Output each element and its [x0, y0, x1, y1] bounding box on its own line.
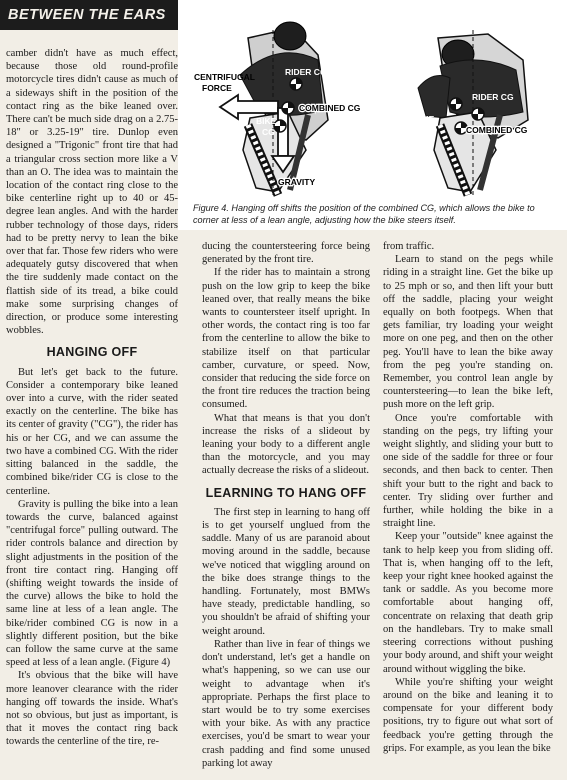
label-force: FORCE — [202, 83, 232, 93]
label-combined-cg-left: COMBINED CG — [299, 103, 361, 113]
motorcycle-illustration — [178, 0, 567, 200]
section-heading-learning-to-hang-off: LEARNING TO HANG OFF — [205, 485, 367, 500]
label-bike-right: BIKE — [414, 114, 435, 124]
paragraph: The first step in learning to hang off is to get yourself unglued from the saddle. Many of us are paranoid about moving around in the saddle, because we've noticed that wiggling around on the bike does strange things to the handling. Fortunately, most BMWs have steady, predictable handling, so you shouldn't be afraid of shifting your weight around. — [202, 506, 370, 637]
label-combined-cg-right: COMBINED CG — [466, 125, 528, 135]
paragraph: But let's get back to the future. Consider a contemporary bike leaned over into a curve, with the rider seated exactly on the centerline. The bike has its center of gravity ("CG"), the rider has his or her CG, and we can assume the two have a combined CG. With the rider sitting balanced in the saddle, the combined bike/rider CG is close to the centerline. — [6, 366, 178, 497]
section-banner — [0, 0, 178, 30]
section-heading-hanging-off: HANGING OFF — [46, 345, 138, 360]
paragraph: While you're shifting your weight around on the bike and leaning it to compensate for your different body positions, try to figure out what sort of feedback you're getting through the grips. For example, as you lean the bike — [383, 676, 553, 754]
paragraph: Gravity is pulling the bike into a lean towards the curve, balanced against "centrifugal force" pulling outward. The rider controls balance and direction by slight adjustments in the position of the front tire contact ring. Hanging off (shifting weight towards the inside of the curve) allows the bike to hold the same line at less of a lean angle. The bike/rider combined CG is now in a slightly different position, but the bike can follow the same curve at the same speed at less of a lean angle. (Figure 4) — [6, 498, 178, 669]
label-rider-cg-right: RIDER CG — [472, 92, 514, 102]
label-bike-left: BIKE — [256, 116, 277, 126]
paragraph: Rather than live in fear of things we don't understand, let's get a handle on what's happening, so we can use our weight to advantage when it's appropriate. Perhaps the first place to start would be to try some exercises with your bike. As with any practice exercises, you'd be smart to wear your crash padding and find some unused parking lot away — [202, 638, 370, 769]
section-title: BETWEEN THE EARS — [8, 7, 166, 23]
paragraph: from traffic. — [383, 241, 435, 252]
paragraph: It's obvious that the bike will have more leanover clearance with the rider hanging off towards the inside. What's not so obvious, but just as important, is that it moves the contact ring back towards the centerline of the tire, re- — [6, 670, 178, 748]
label-rider-cg-left: RIDER CG — [285, 67, 327, 77]
article-column-2 — [202, 240, 370, 770]
paragraph: If the rider has to maintain a strong push on the low grip to keep the bike leaned over, that really means the bike wants to countersteer itself upright. In other words, the contact ring is too far from the centerline to allow the bike to stabilize itself on that particular camber, curvature, or speed. Now, consider that reducing the side force on the front tire reduces the traction being consumed. — [202, 267, 370, 411]
article-column-1 — [6, 47, 178, 749]
paragraph: Learn to stand on the pegs while riding in a straight line. Get the bike up to 25 mph or so, and then lift your butt off the saddle, placing your weight equally on both footpegs. When that gets familiar, try loading your weight more on one peg, and then on the other peg. You'll have to lean the bike away from the peg you're standing on. Remember, you control lean angle by countersteering—to lean the bike left, push more on the left grip. — [383, 254, 553, 411]
combined-cg-marker-left — [282, 102, 294, 114]
paragraph: camber didn't have as much effect, because those old round-profile motorcycle tires didn't cause as much of a sideways shift in the position of the contact ring as the bike leaned over. There can't be much side drag on a 2.75-18" or 3.25-19" tire. Dunlop even designed a "Trigonic" front tire that had a triangular cross section more like a V than an O. The idea was to maintain the location of the contact ring close to the bike centerline right up to 40 or 45-degree lean angles. And with the harder rubber technology of those days, riders had to be pretty nervy to lean the bike over that far. Those few riders who were adequately gutsy discovered that when the tire suddenly made contact on the flattish side of its tread, a bike could make some surprising changes of direction, or produce some interesting wobbles. — [6, 48, 178, 337]
paragraph: Once you're comfortable with standing on the pegs, try lifting your weight slightly, and sliding your butt to one side of the saddle for three or four seconds, and then back to center. Then shift your butt to the right and back to center. Try sliding over further and further, while holding the bike in a straight line. — [383, 412, 553, 530]
label-cg-right: CG — [424, 125, 437, 135]
rider-cg-marker-right — [450, 98, 462, 110]
combined-cg-marker-right — [472, 108, 484, 120]
label-centrifugal: CENTRIFUGAL — [194, 72, 255, 82]
figure-caption: Figure 4. Hanging off shifts the position of the combined CG, which allows the bike to corner at less of a lean angle, adjusting how the bike steers itself. — [193, 203, 535, 225]
paragraph: What that means is that you don't increase the risks of a slideout by leaning your body to a different angle than the motorcycle, and you may actually decrease the risks of a slideout. — [202, 412, 370, 477]
article-column-3 — [383, 240, 553, 755]
paragraph: Keep your "outside" knee against the tank to help keep you from sliding off. That is, when hanging off to the left, keep your right knee hooked against the tank or saddle. As you become more comfortable about hanging off, concentrate on relaxing that death grip on the handlebars. Try to make small steering corrections without pushing your body around, and shift your weight around without wiggling the bike. — [383, 531, 553, 675]
paragraph: ducing the countersteering force being generated by the front tire. — [202, 241, 370, 266]
rider-cg-marker-left — [290, 78, 302, 90]
label-gravity: GRAVITY — [278, 177, 316, 187]
figure-4 — [178, 0, 567, 230]
label-cg-left: CG — [262, 127, 275, 137]
